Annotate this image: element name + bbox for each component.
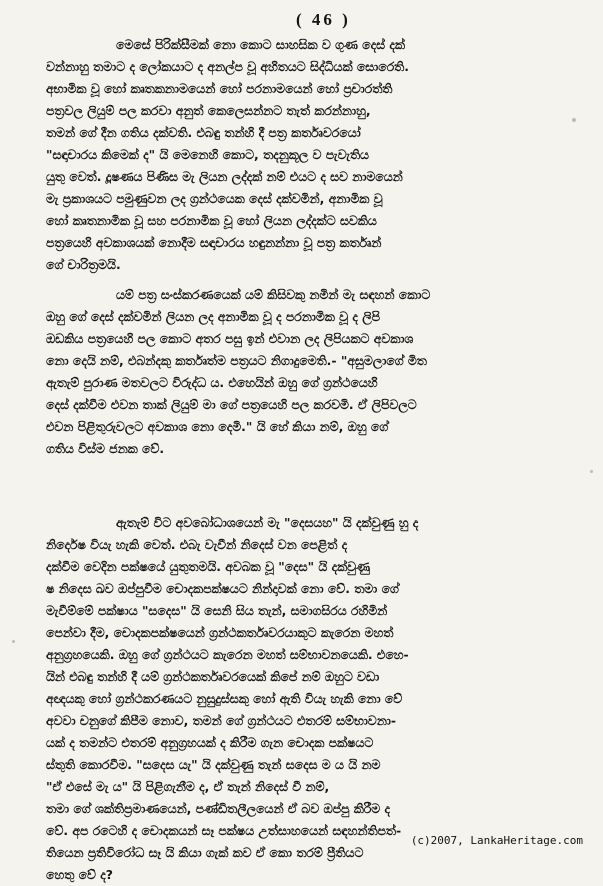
text-line: ෂ නිදෙස ඛව ඔප්පුවීම චොදකපක්ෂයට නින්දාවක් නො වේ. තමා ගේ (46, 581, 399, 596)
text-line: දක්වීම වෙදින පක්ෂයේ යුතුතමයි. අවබක වූ "දෙස" යි දක්වුණු (46, 559, 370, 574)
text-line: ඔහු ගේ දෙස් දක්වමින් ලියන ලද අනාමික වූ ද පරනාමික වූ ද ලිපි (46, 309, 381, 324)
text-line: හෙතු වේ ද? (46, 867, 113, 882)
text-line: මැවීම්මේ පක්ෂාය "සදෙස" යි සෙනි සිය තැන්, සමාගසිරය රහිමින් (46, 603, 388, 618)
text-line: වන්නාහු තමාට ද ලෝකයාට ද අනල්ප වූ අහිතයට සිද්ධියක් සොරෙති. (46, 59, 409, 74)
paragraph-3 (46, 512, 586, 886)
text-line: මෙසේ පිරික්සීමක් නො කොට සාහසික ව ගුණ දෙස් දක් (116, 37, 405, 52)
text-line: ස්තුති කොරවීම. "සදෙස යැ" යි දක්වුණු තැන් සදෙස ම ය යි නම (46, 757, 381, 772)
text-line: යක් ද තමන්ට එතරම් අනුග්‍රහයක් ද කිරීම ගැන චොදක පක්ෂයට (46, 735, 374, 750)
text-line: නො දෙයි නම්, එබන්දකු කර්තෘත්ම පත්‍රයට නිගාදුමෙති.- "අසුමලාගේ මිත (46, 353, 427, 368)
text-line: අවවා චනුගේ කිපීම නොව, තමන් ගේ ග්‍රන්ථයට එතරම් සම්භාවනා- (46, 713, 396, 728)
text-line: අඥයකු හෝ ග්‍රන්ථකරණයට නුසුදුස්සකු හෝ ඇති වියැ හැකි නො වේ (46, 691, 403, 706)
page-number: ( 46 ) (296, 10, 351, 29)
text-line: යුතු වෙත්. දූෂණය පිණිස මැ ලියන ලද්දක් නම් එයට ද සව නාමයෙන් (46, 169, 403, 184)
text-line: "ඒ එසේ මැ ය" යි පිළිගැනීම ද, ඒ තැන් නිදෙස් වී නම්, (46, 779, 330, 794)
text-line: තමා ගේ ශක්තිප්‍රමාණයෙන්, පණ්ඩිතලීලයෙන් ඒ බව ඔප්පු කිරීම ද (46, 801, 391, 816)
text-line: මැ ප්‍රකාශයට පමුණුවන ලද ග්‍රන්ථයෙක දෙස් දක්වමින්, අනාමික වූ (46, 191, 383, 206)
text-line: යින් එබඳු තන්හි දී යම් ග්‍රන්ථකර්තෘවරයෙක් කිපේ නම් ඔහුට වඩා (46, 669, 380, 684)
text-line: අනුග්‍රහයෙකි. ඔහු ගේ ග්‍රන්ථයට කැරෙන මහත් සම්භාවනයෙකි. එහෙ- (46, 647, 409, 662)
text-line: ගතිය විස්ම ජනක වේ. (46, 441, 165, 456)
text-line: එවන පිළිතුරුවලට අවකාශ නො දෙමි." යි හේ කියා නම්, ඔහු ගේ (46, 419, 389, 434)
text-line: දෙස් දක්වීම එවන තාක් ලියුම් මා ගේ පත්‍රයෙහි පල කරවමි. ඒ ලිපිවලට (46, 397, 417, 412)
paragraph-2 (46, 284, 586, 460)
text-line: යම් පත්‍ර සංස්කරණයෙක් යම් කිසිවකු නමින් මැ සඳහන් කොට (116, 287, 431, 302)
text-line: පත්‍රයෙහි අවකාශයක් නොදීම සඳාචාරය හඳුනන්නා වූ පත්‍ර කර්තෘන් (46, 235, 382, 250)
text-line: නිර්දෙෂ වියැ හැකි වෙත්. එබැ වැවීන් නිදෙස් වන පෙළිත් ද (46, 537, 348, 552)
text-line: ඇතැම් පුරාණ මතවලට විරුද්ධ ය. එහෙයින් ඔහු ගේ ග්‍රන්ථයෙහි (46, 375, 378, 390)
text-line: "සඳාචාරය කිමෙක් ද" යි මෙනෙහි කොට, තදනුකූල ව පැවැතිය (46, 147, 369, 162)
text-line: ඔඩකිය පත්‍රයෙහි පල කොට අතර පසු ඉන් එවාන ලද ලිපියකට අවකාශ (46, 331, 414, 346)
text-line: ඇතැම් විට අවබෝධාශයෙන් මැ "දෙසයහ" යි දක්වුණු හු ද (116, 515, 419, 530)
text-line: තමන් ගේ දීන ගතිය දක්වති. එබඳු තන්හි දී පත්‍ර කර්තෘවරයෝ (46, 125, 361, 140)
text-line: පත්‍රවල ලියුම් පල කරවා අනුත් කෙලෙසන්නට තැත් කරන්නාහු, (46, 103, 371, 118)
text-line: වේ. අප රටෙහි ද චොදකයන් සෑ පක්ෂය උත්සාහයෙන් සඳහන්තිපත්- (46, 823, 402, 838)
scan-speck (12, 640, 15, 643)
text-line: හෝ කෘතනාමික වූ සහ පරනාමික වූ හෝ ලියන ලද්දක්ට සවකිය (46, 213, 377, 228)
copyright-notice: (c)2007, LankaHeritage.com (410, 834, 583, 847)
scan-speck (590, 470, 593, 473)
text-line: තියෙන ප්‍රතිවිරෝධ සෑ යි කියා ගැක් කව ඒ කො තරම් ප්‍රීතියට (46, 845, 364, 860)
text-line: පෙන්වා දීම, චොදකපක්ෂයෙන් ග්‍රන්ථකර්තෘවරයාකුට කැරෙන මහත් (46, 625, 394, 640)
paragraph-1 (46, 34, 586, 276)
text-line: අභාමික වූ හෝ කෘතකනාමයෙන් හෝ පරනාමයෙන් හෝ ප්‍රචාරත්ති (46, 81, 393, 96)
scan-speck (572, 118, 576, 122)
text-line: ගේ චාරිත්‍රමයි. (46, 257, 121, 272)
